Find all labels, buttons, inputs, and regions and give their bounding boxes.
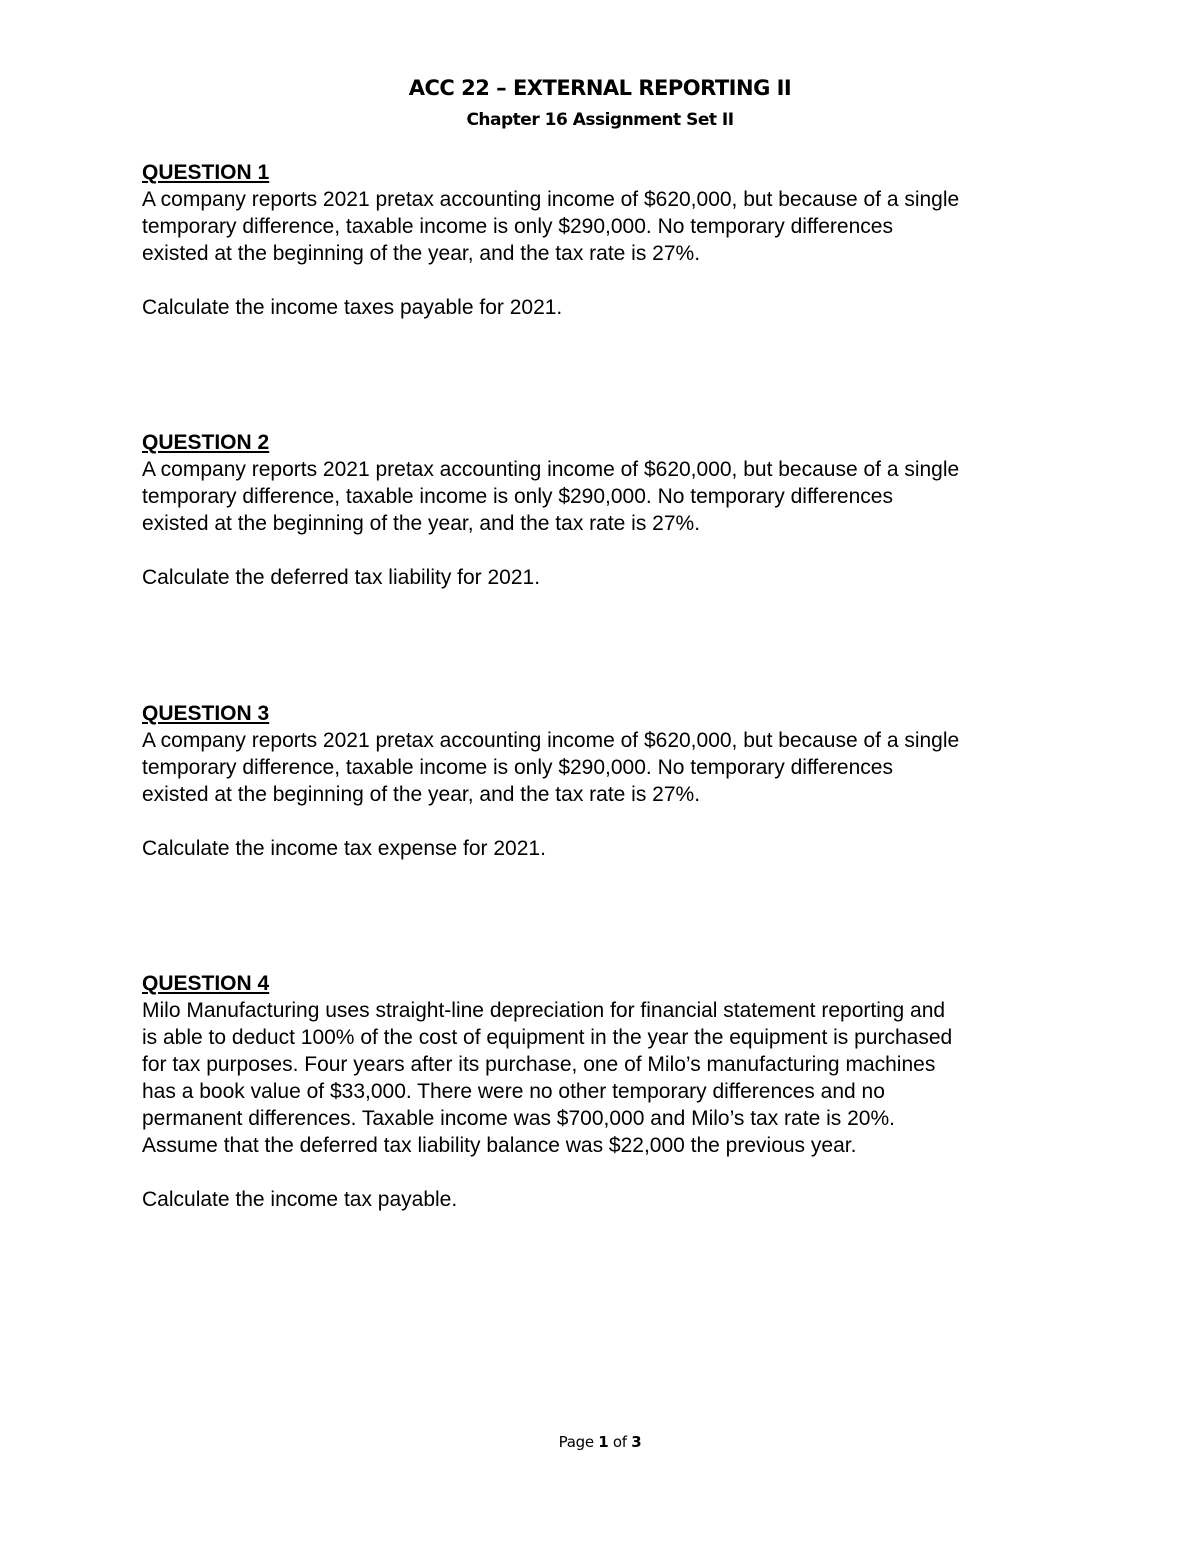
document-title: ACC 22 – EXTERNAL REPORTING II bbox=[408, 76, 792, 100]
question-4 bbox=[142, 970, 1072, 1213]
question-heading: QUESTION 1 bbox=[142, 161, 270, 184]
question-text: A company reports 2021 pretax accounting income of $620,000, but because of a single temporary difference, taxable income is only $290,000. No temporary differences existed at the beginning of the year, and the tax rate is 27%. bbox=[142, 729, 960, 806]
page-total: 3 bbox=[631, 1433, 642, 1451]
page-number-footer bbox=[0, 1433, 1200, 1451]
question-3 bbox=[142, 700, 1072, 862]
page-current: 1 bbox=[598, 1433, 609, 1451]
question-prompt: Calculate the income taxes payable for 2021. bbox=[142, 296, 563, 319]
of-label: of bbox=[612, 1433, 627, 1451]
question-heading: QUESTION 3 bbox=[142, 702, 270, 725]
page-label: Page bbox=[558, 1433, 594, 1451]
question-prompt: Calculate the deferred tax liability for 2021. bbox=[142, 566, 541, 589]
question-text: A company reports 2021 pretax accounting income of $620,000, but because of a single temporary difference, taxable income is only $290,000. No temporary differences existed at the beginning of the year, and the tax rate is 27%. bbox=[142, 458, 960, 535]
question-1 bbox=[142, 159, 1072, 321]
question-heading: QUESTION 2 bbox=[142, 431, 270, 454]
question-2 bbox=[142, 429, 1072, 591]
document-subtitle: Chapter 16 Assignment Set II bbox=[466, 110, 734, 130]
question-prompt: Calculate the income tax payable. bbox=[142, 1188, 458, 1211]
question-prompt: Calculate the income tax expense for 2021. bbox=[142, 837, 546, 860]
question-text: Milo Manufacturing uses straight-line depreciation for financial statement reporting and is able to deduct 100% of the cost of equipment in the year the equipment is purchased for tax purposes. Four years after its purchase, one of Milo’s manufacturing machines has a book value of $33,000. There were no other temporary differences and no permanent differences. Taxable income was $700,000 and Milo’s tax rate is 20%. Assume that the deferred tax liability balance was $22,000 the previous year. bbox=[142, 999, 953, 1157]
question-heading: QUESTION 4 bbox=[142, 972, 270, 995]
question-text: A company reports 2021 pretax accounting income of $620,000, but because of a single temporary difference, taxable income is only $290,000. No temporary differences existed at the beginning of the year, and the tax rate is 27%. bbox=[142, 188, 960, 265]
